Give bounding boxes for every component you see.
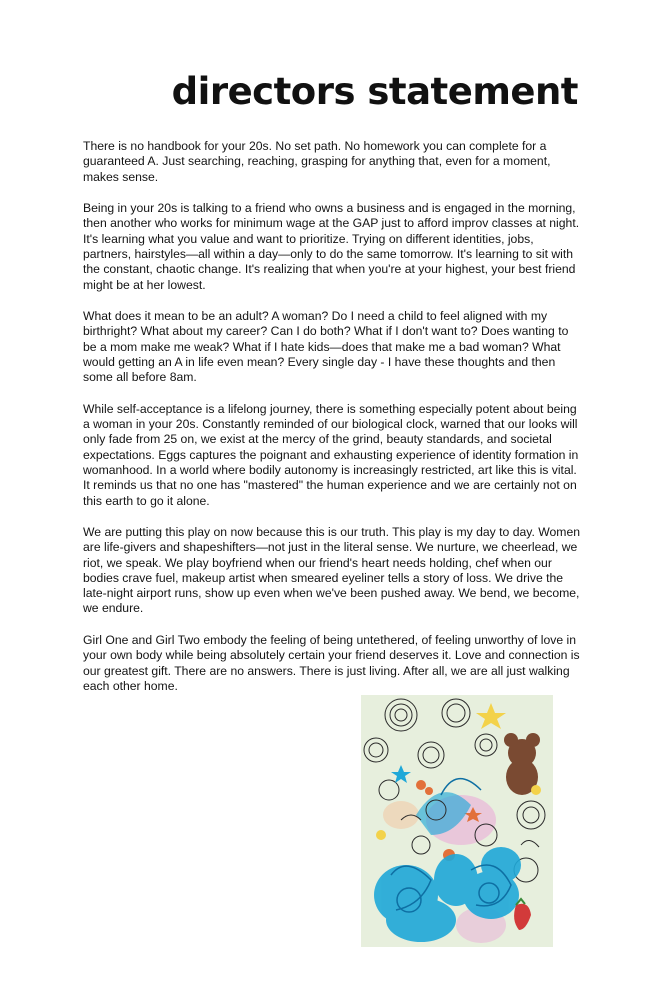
paragraph: We are putting this play on now because this is our truth. This play is my day to day. Women are life-givers and shapeshifters—not just in the literal sense. We nurture, we cheerlead, we riot, we speak. We play boyfriend when our friend's heart needs holding, chef when our bodies crave fuel, makeup artist when smeared eyeliner tells a story of loss. We drive the late-night airport runs, show up even when we've been pushed away. We bend, we become, we endure. <box>83 524 580 616</box>
illustration <box>361 695 553 947</box>
paragraph: Being in your 20s is talking to a friend who owns a business and is engaged in the morning, then another who works for minimum wage at the GAP just to afford improv classes at night. It's learning what you value and want to prioritize. Trying on different identities, jobs, partners, hairstyles—all within a day—only to do the same tomorrow. It's learning to sit with the constant, chaotic change. It's realizing that when you're at your highest, your best friend might be at her lowest. <box>83 201 580 292</box>
paragraph: There is no handbook for your 20s. No set path. No homework you can complete for a guaranteed A. Just searching, reaching, grasping for anything that, even for a moment, makes sense. <box>83 139 551 184</box>
page-title: directors statement <box>171 70 578 113</box>
illustration-drawing <box>361 695 553 947</box>
paragraph: What does it mean to be an adult? A woman? Do I need a child to feel aligned with my birthright? What about my career? Can I do both? What if I don't want to? Does wanting to be a mom make me weak? What if I hate kids—does that make me a bad woman? What would getting an A in life even mean? Every single day - I have these thoughts and then some all before 8am. <box>83 309 569 385</box>
paragraph: Girl One and Girl Two embody the feeling of being untethered, of feeling unworthy of love in your own body while being absolutely certain your friend deserves it. Love and connection is our greatest gift. There are no answers. There is just living. After all, we are all just walking each other home. <box>83 632 580 693</box>
statement-body <box>83 139 583 710</box>
paragraph: While self-acceptance is a lifelong journey, there is something especially potent about being a woman in your 20s. Constantly reminded of our biological clock, warned that our looks will only fade from 25 on, we exist at the mercy of the grind, beauty standards, and societal expectations. Eggs captures the poignant and exhausting experience of identity formation in womanhood. In a world where bodily autonomy is increasingly restricted, art like this is vital. It reminds us that no one has "mastered" the human experience and we are certainly not on this earth to go it alone. <box>83 401 579 508</box>
